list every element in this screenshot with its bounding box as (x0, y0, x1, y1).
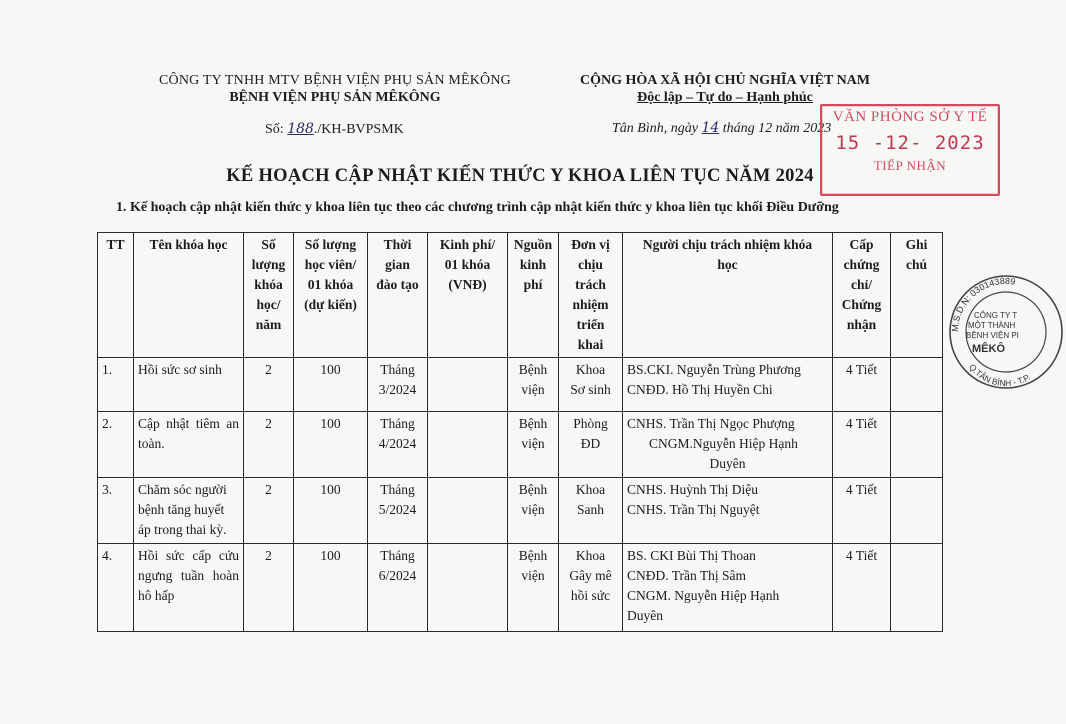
row-cost (428, 412, 508, 478)
table-header-row (98, 233, 943, 358)
row-note (891, 358, 943, 412)
row-unit: Khoa Gây mê hồi sức (559, 544, 623, 632)
col-students: Số lượng học viên/ 01 khóa (dự kiến) (294, 233, 368, 358)
number-prefix: Số: (265, 122, 284, 137)
seal-bottom: Q.TÂN BÌNH - T.P. (967, 361, 1033, 389)
seal-line4: MÊKÔ (972, 343, 1005, 355)
stamp-date: 15 -12- 2023 (835, 132, 985, 154)
row-students: 100 (294, 544, 368, 632)
col-count: Số lượng khóa học/ năm (244, 233, 294, 358)
row-unit: Phòng ĐD (559, 412, 623, 478)
row-responsible: CNHS. Trần Thị Ngọc Phượng CNGM.Nguyễn Hiệp Hạnh Duyên (623, 412, 833, 478)
table-row (98, 412, 943, 478)
row-students: 100 (294, 358, 368, 412)
row-unit: Khoa Sanh (559, 478, 623, 544)
row-cert: 4 Tiết (833, 412, 891, 478)
seal-line1: CÔNG TY T (974, 311, 1018, 320)
row-students: 100 (294, 478, 368, 544)
seal-line3: BỆNH VIỆN PI (966, 331, 1019, 340)
document-number (265, 121, 404, 138)
section-heading: 1. Kế hoạch cập nhật kiến thức y khoa liên tục theo các chương trình cập nhật kiến thức y khoa liên tục khối Điều Dưỡng (116, 200, 839, 215)
col-source: Nguồn kinh phí (508, 233, 559, 358)
row-course: Cập nhật tiêm an toàn. (134, 412, 244, 478)
seal-code: M.S.D.N: 030143889 (949, 275, 1016, 333)
row-time: Tháng 6/2024 (368, 544, 428, 632)
row-cert: 4 Tiết (833, 478, 891, 544)
row-source: Bệnh viện (508, 412, 559, 478)
col-course: Tên khóa học (134, 233, 244, 358)
row-count: 2 (244, 358, 294, 412)
republic-name: CỘNG HÒA XÃ HỘI CHỦ NGHĨA VIỆT NAM (579, 73, 870, 88)
row-unit: Khoa Sơ sinh (559, 358, 623, 412)
row-cost (428, 358, 508, 412)
row-source: Bệnh viện (508, 544, 559, 632)
row-course: Chăm sóc người bệnh tăng huyết áp trong thai kỳ. (134, 478, 244, 544)
row-responsible: BS.CKI. Nguyễn Trùng Phương CNĐD. Hồ Thị Huyền Chi (623, 358, 833, 412)
row-source: Bệnh viện (508, 478, 559, 544)
table-row (98, 358, 943, 412)
row-cost (428, 478, 508, 544)
stamp-footer: TIẾP NHẬN (873, 158, 947, 173)
date-suffix: tháng 12 năm 2023 (722, 121, 832, 136)
row-count: 2 (244, 412, 294, 478)
col-responsible: Người chịu trách nhiệm khóa học (623, 233, 833, 358)
received-stamp (820, 104, 1000, 196)
col-cert: Cấp chứng chỉ/ Chứng nhận (833, 233, 891, 358)
row-note (891, 544, 943, 632)
row-cert: 4 Tiết (833, 358, 891, 412)
row-time: Tháng 3/2024 (368, 358, 428, 412)
company-name: CÔNG TY TNHH MTV BỆNH VIỆN PHỤ SẢN MÊKÔNG (159, 73, 511, 88)
row-course: Hồi sức sơ sinh (134, 358, 244, 412)
number-handwritten: 188 (287, 121, 314, 137)
col-note: Ghi chú (891, 233, 943, 358)
national-motto: Độc lập – Tự do – Hạnh phúc (637, 90, 813, 105)
row-count: 2 (244, 478, 294, 544)
row-note (891, 412, 943, 478)
row-time: Tháng 4/2024 (368, 412, 428, 478)
row-tt: 2. (98, 412, 134, 478)
svg-text:Q.TÂN BÌNH - T.P. (967, 362, 1032, 388)
seal-line2: MỘT THÀNH (968, 321, 1016, 330)
document-title: KẾ HOẠCH CẬP NHẬT KIẾN THỨC Y KHOA LIÊN TỤC NĂM 2024 (226, 166, 814, 186)
row-cert: 4 Tiết (833, 544, 891, 632)
date-prefix: Tân Bình, ngày (612, 121, 698, 136)
row-course: Hồi sức cấp cứu ngưng tuần hoàn hô hấp (134, 544, 244, 632)
row-time: Tháng 5/2024 (368, 478, 428, 544)
row-source: Bệnh viện (508, 358, 559, 412)
training-plan-table (97, 232, 943, 632)
document-date (612, 120, 831, 137)
hospital-name: BỆNH VIỆN PHỤ SẢN MÊKÔNG (229, 90, 441, 105)
row-tt: 1. (98, 358, 134, 412)
row-responsible: CNHS. Huỳnh Thị Diệu CNHS. Trần Thị Nguyệt (623, 478, 833, 544)
col-unit: Đơn vị chịu trách nhiệm triển khai (559, 233, 623, 358)
table-row (98, 544, 943, 632)
row-cost (428, 544, 508, 632)
company-seal (946, 270, 1066, 390)
col-cost: Kinh phí/ 01 khóa (VNĐ) (428, 233, 508, 358)
row-note (891, 478, 943, 544)
date-day-handwritten: 14 (701, 120, 720, 136)
stamp-title: VĂN PHÒNG SỞ Y TẾ (832, 109, 988, 125)
col-tt: TT (98, 233, 134, 358)
number-suffix: ./KH-BVPSMK (313, 122, 404, 137)
row-students: 100 (294, 412, 368, 478)
row-responsible: BS. CKI Bùi Thị Thoan CNĐD. Trần Thị Sâm CNGM. Nguyễn Hiệp Hạnh Duyên (623, 544, 833, 632)
issuer-block (150, 72, 520, 106)
row-tt: 4. (98, 544, 134, 632)
row-count: 2 (244, 544, 294, 632)
table-row (98, 478, 943, 544)
national-heading (560, 72, 890, 106)
col-time: Thời gian đào tạo (368, 233, 428, 358)
row-tt: 3. (98, 478, 134, 544)
